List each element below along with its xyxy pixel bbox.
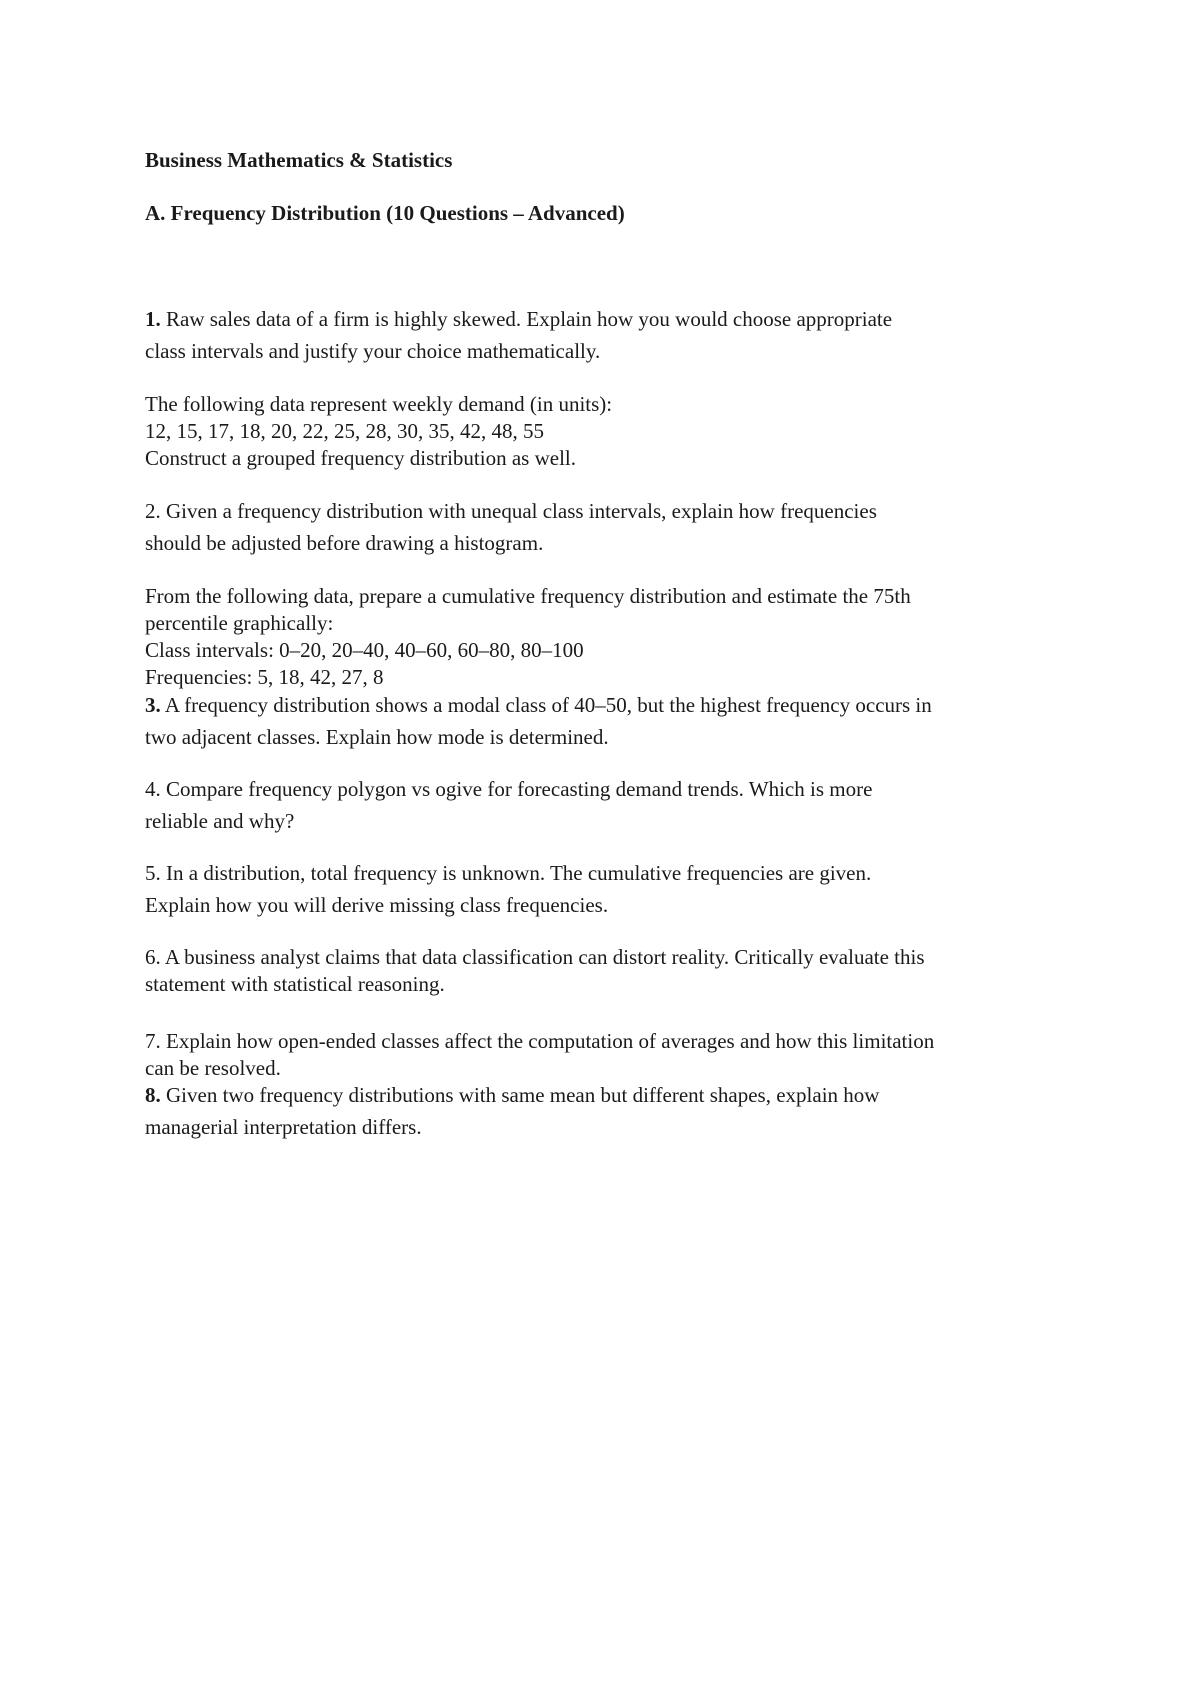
question-3-line-1: 3. A frequency distribution shows a modal class of 40–50, but the highest frequency occurs in (145, 693, 932, 717)
question-4-line-1: 4. Compare frequency polygon vs ogive for forecasting demand trends. Which is more (145, 777, 873, 801)
question-1-line-2: class intervals and justify your choice mathematically. (145, 339, 601, 363)
question-6-line-2: statement with statistical reasoning. (145, 972, 445, 996)
question-5-line-1: 5. In a distribution, total frequency is unknown. The cumulative frequencies are given. (145, 861, 872, 885)
document-title: Business Mathematics & Statistics (145, 148, 453, 172)
question-1-line-1: 1. Raw sales data of a firm is highly skewed. Explain how you would choose appropriate (145, 307, 893, 331)
data-2-line-2: percentile graphically: (145, 611, 334, 635)
data-1-line-2: 12, 15, 17, 18, 20, 22, 25, 28, 30, 35, 42, 48, 55 (145, 419, 544, 443)
question-2-line-1: 2. Given a frequency distribution with unequal class intervals, explain how frequencies (145, 499, 877, 523)
question-8-line-1: 8. Given two frequency distributions with same mean but different shapes, explain how (145, 1083, 880, 1107)
data-1-line-1: The following data represent weekly demand (in units): (145, 392, 613, 416)
data-2-line-3: Class intervals: 0–20, 20–40, 40–60, 60–80, 80–100 (145, 638, 584, 662)
question-7-line-1: 7. Explain how open-ended classes affect the computation of averages and how this limitation (145, 1029, 935, 1053)
data-2-line-1: From the following data, prepare a cumulative frequency distribution and estimate the 75th (145, 584, 911, 608)
question-3-number: 3. (145, 693, 161, 717)
data-1-line-3: Construct a grouped frequency distribution as well. (145, 446, 576, 470)
question-6-line-1: 6. A business analyst claims that data classification can distort reality. Critically evaluate this (145, 945, 925, 969)
question-8-line-2: managerial interpretation differs. (145, 1115, 422, 1139)
question-2-line-2: should be adjusted before drawing a histogram. (145, 531, 544, 555)
question-4-line-2: reliable and why? (145, 809, 295, 833)
question-1-number: 1. (145, 307, 161, 331)
section-heading: A. Frequency Distribution (10 Questions – Advanced) (145, 201, 625, 225)
question-7-line-2: can be resolved. (145, 1056, 281, 1080)
question-3-line-2: two adjacent classes. Explain how mode is determined. (145, 725, 609, 749)
data-2-line-4: Frequencies: 5, 18, 42, 27, 8 (145, 665, 384, 689)
question-8-number: 8. (145, 1083, 161, 1107)
question-5-line-2: Explain how you will derive missing class frequencies. (145, 893, 609, 917)
